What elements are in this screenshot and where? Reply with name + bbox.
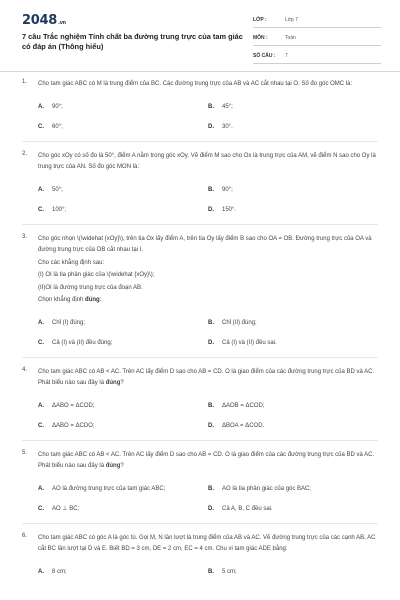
question-text-suffix: ?	[120, 380, 124, 386]
option-text: 150°.	[222, 206, 237, 213]
option-text: AO là tia phân giác của góc BAC;	[222, 485, 312, 492]
option-label: A.	[38, 186, 44, 193]
option-text: Chỉ (II) đúng;	[222, 319, 257, 326]
statement-2: (II)OI là đường trung trực của đoạn AB.	[38, 284, 143, 291]
answer-options	[38, 396, 378, 436]
option-text: ΔBOA = ΔCOD.	[222, 422, 265, 429]
question-text-prefix: Cho tam giác ABC có AB < AC. Trên AC lấy điểm D sao cho AB = CD. O là giao điểm của các đường trung trực của BD và AC. Phát biểu nào sau đây là	[38, 368, 375, 386]
question-2	[0, 151, 400, 220]
answer-options	[38, 313, 378, 353]
meta-row-count	[253, 49, 381, 64]
question-number: 1.	[22, 79, 28, 85]
meta-key: LỚP :	[253, 17, 267, 23]
option-label: B.	[208, 103, 214, 110]
option-text: 5 cm;	[222, 568, 237, 575]
option-label: C.	[38, 339, 44, 346]
question-separator	[22, 523, 378, 524]
page-header	[0, 0, 400, 70]
option-text: AO là đường trung trực của tam giác ABC;	[52, 485, 166, 492]
option-label: C.	[38, 422, 44, 429]
option-a[interactable]	[38, 180, 208, 200]
meta-value: 7	[285, 53, 288, 59]
question-text: Cho tam giác ABC có góc A là góc tù. Gọi M, N lần lượt là trung điểm của AB và AC. Vẽ đường trung trực của các cạnh AB, AC cắt BC lần lượt tại D và E. Biết BD = 3 cm, DE = 2 cm, EC = 4 cm. Chu vi tam giác ADE bằng:	[38, 534, 376, 552]
option-label: B.	[208, 568, 214, 575]
option-a[interactable]	[38, 313, 208, 333]
option-label: B.	[208, 485, 214, 492]
option-c[interactable]	[38, 333, 208, 353]
option-c[interactable]	[38, 416, 208, 436]
question-separator	[22, 440, 378, 441]
question-text: Cho góc xOy có số đo là 50°, điểm A nằm trong góc xOy. Vẽ điểm M sao cho Ox là trung trực của AM, vẽ điểm N sao cho Oy là trung trực của AN. Số đo góc MON là:	[38, 152, 376, 170]
answer-options	[38, 180, 378, 220]
option-label: C.	[38, 123, 44, 130]
option-b[interactable]	[208, 97, 378, 117]
meta-value: Toán	[285, 35, 296, 41]
question-4	[0, 367, 400, 436]
option-d[interactable]	[208, 499, 378, 519]
answer-options	[38, 562, 378, 582]
question-separator	[22, 224, 378, 225]
option-label: D.	[208, 206, 214, 213]
option-b[interactable]	[208, 562, 378, 582]
option-text: Chỉ (I) đúng;	[52, 319, 86, 326]
question-number: 5.	[22, 449, 28, 456]
meta-key: MÔN :	[253, 35, 268, 41]
logo-text: 2048	[22, 13, 57, 28]
document-meta	[253, 13, 381, 67]
question-1	[0, 79, 400, 137]
question-6	[0, 533, 400, 582]
statement-1: (I) OI là tia phân giác của \(\widehat {xOy}\);	[38, 272, 155, 278]
question-number: 2.	[22, 150, 28, 157]
option-text: ΔAOB = ΔCOD;	[222, 402, 265, 409]
answer-options	[38, 479, 378, 519]
question-separator	[22, 141, 378, 142]
option-c[interactable]	[38, 117, 208, 137]
logo-suffix: .vn	[57, 20, 66, 26]
question-emphasis: đúng	[105, 380, 121, 386]
option-a[interactable]	[38, 396, 208, 416]
option-label: B.	[208, 186, 214, 193]
option-b[interactable]	[208, 396, 378, 416]
question-text: Cho tam giác ABC có M là trung điểm của BC. Các đường trung trực của AB và AC cắt nhau tại O. Số đo góc OMC là:	[38, 81, 353, 87]
header-divider	[0, 71, 400, 72]
option-text: Cả (I) và (II) đều đúng;	[52, 339, 113, 346]
option-a[interactable]	[38, 479, 208, 499]
option-label: A.	[38, 485, 44, 492]
document-title: 7 câu Trắc nghiệm Tính chất ba đường trung trực của tam giác có đáp án (Thông hiểu)	[22, 32, 243, 51]
option-text: 90°;	[222, 186, 233, 193]
option-text: 60°;	[52, 123, 63, 130]
option-text: Cả (I) và (II) đều sai.	[222, 339, 277, 346]
meta-row-class	[253, 13, 381, 28]
option-d[interactable]	[208, 333, 378, 353]
option-label: D.	[208, 339, 214, 346]
question-emphasis: đúng	[105, 463, 121, 469]
question-text-prefix: Cho tam giác ABC có AB < AC. Trên AC lấy điểm D sao cho AB = CD. O là giao điểm của các đường trung trực của BD và AC. Phát biểu nào sau đây là	[38, 451, 375, 469]
option-a[interactable]	[38, 97, 208, 117]
question-text	[38, 367, 378, 390]
option-d[interactable]	[208, 200, 378, 220]
option-c[interactable]	[38, 200, 208, 220]
meta-key: SỐ CÂU :	[253, 53, 276, 59]
answer-options	[38, 97, 378, 137]
option-text: 30°.	[222, 123, 233, 130]
question-5	[0, 450, 400, 519]
question-text: Cho góc nhọn \(\widehat {xOy}\), trên tia Ox lấy điểm A, trên tia Oy lấy điểm B sao cho OA = OB. Đường trung trực của OA và đường trung trực của OB cắt nhau tại I.	[38, 235, 372, 253]
option-b[interactable]	[208, 180, 378, 200]
option-text: ΔABO = ΔCDO;	[52, 422, 95, 429]
option-label: D.	[208, 422, 214, 429]
question-3	[0, 234, 400, 353]
question-number: 4.	[22, 366, 28, 373]
option-text: 45°;	[222, 103, 233, 110]
statement-intro: Cho các khẳng định sau:	[38, 259, 105, 266]
site-logo[interactable]	[22, 13, 66, 28]
question-separator	[22, 357, 378, 358]
question-text-suffix: ?	[120, 463, 124, 469]
choose-instruction	[38, 295, 378, 307]
question-number: 6.	[22, 532, 28, 539]
option-text: 90°;	[52, 103, 63, 110]
option-label: A.	[38, 402, 44, 409]
option-b[interactable]	[208, 479, 378, 499]
option-label: C.	[38, 206, 44, 213]
option-text: 8 cm;	[52, 568, 67, 575]
option-label: D.	[208, 123, 214, 130]
option-label: B.	[208, 319, 214, 326]
option-c[interactable]	[38, 499, 208, 519]
question-list	[0, 79, 400, 582]
option-label: A.	[38, 319, 44, 326]
option-text: Cả A, B, C đều sai.	[222, 505, 273, 512]
meta-value: Lớp 7	[285, 17, 299, 23]
choose-prefix: Chọn khẳng định	[38, 297, 86, 303]
question-text	[38, 450, 378, 473]
option-d[interactable]	[208, 416, 378, 436]
option-text: ΔABO = ΔCOD;	[52, 402, 95, 409]
meta-row-subject	[253, 31, 381, 46]
option-text: 50°;	[52, 186, 63, 193]
option-a[interactable]	[38, 562, 208, 582]
option-text: 100°;	[52, 206, 67, 213]
option-label: A.	[38, 103, 44, 110]
option-label: D.	[208, 505, 214, 512]
option-text: AO ⊥ BC;	[52, 506, 80, 512]
choose-emphasis: đúng	[85, 297, 100, 303]
option-b[interactable]	[208, 313, 378, 333]
option-label: C.	[38, 505, 44, 512]
choose-suffix: :	[99, 297, 102, 303]
option-label: B.	[208, 402, 214, 409]
option-d[interactable]	[208, 117, 378, 137]
question-number: 3.	[22, 233, 28, 240]
option-label: A.	[38, 568, 44, 575]
